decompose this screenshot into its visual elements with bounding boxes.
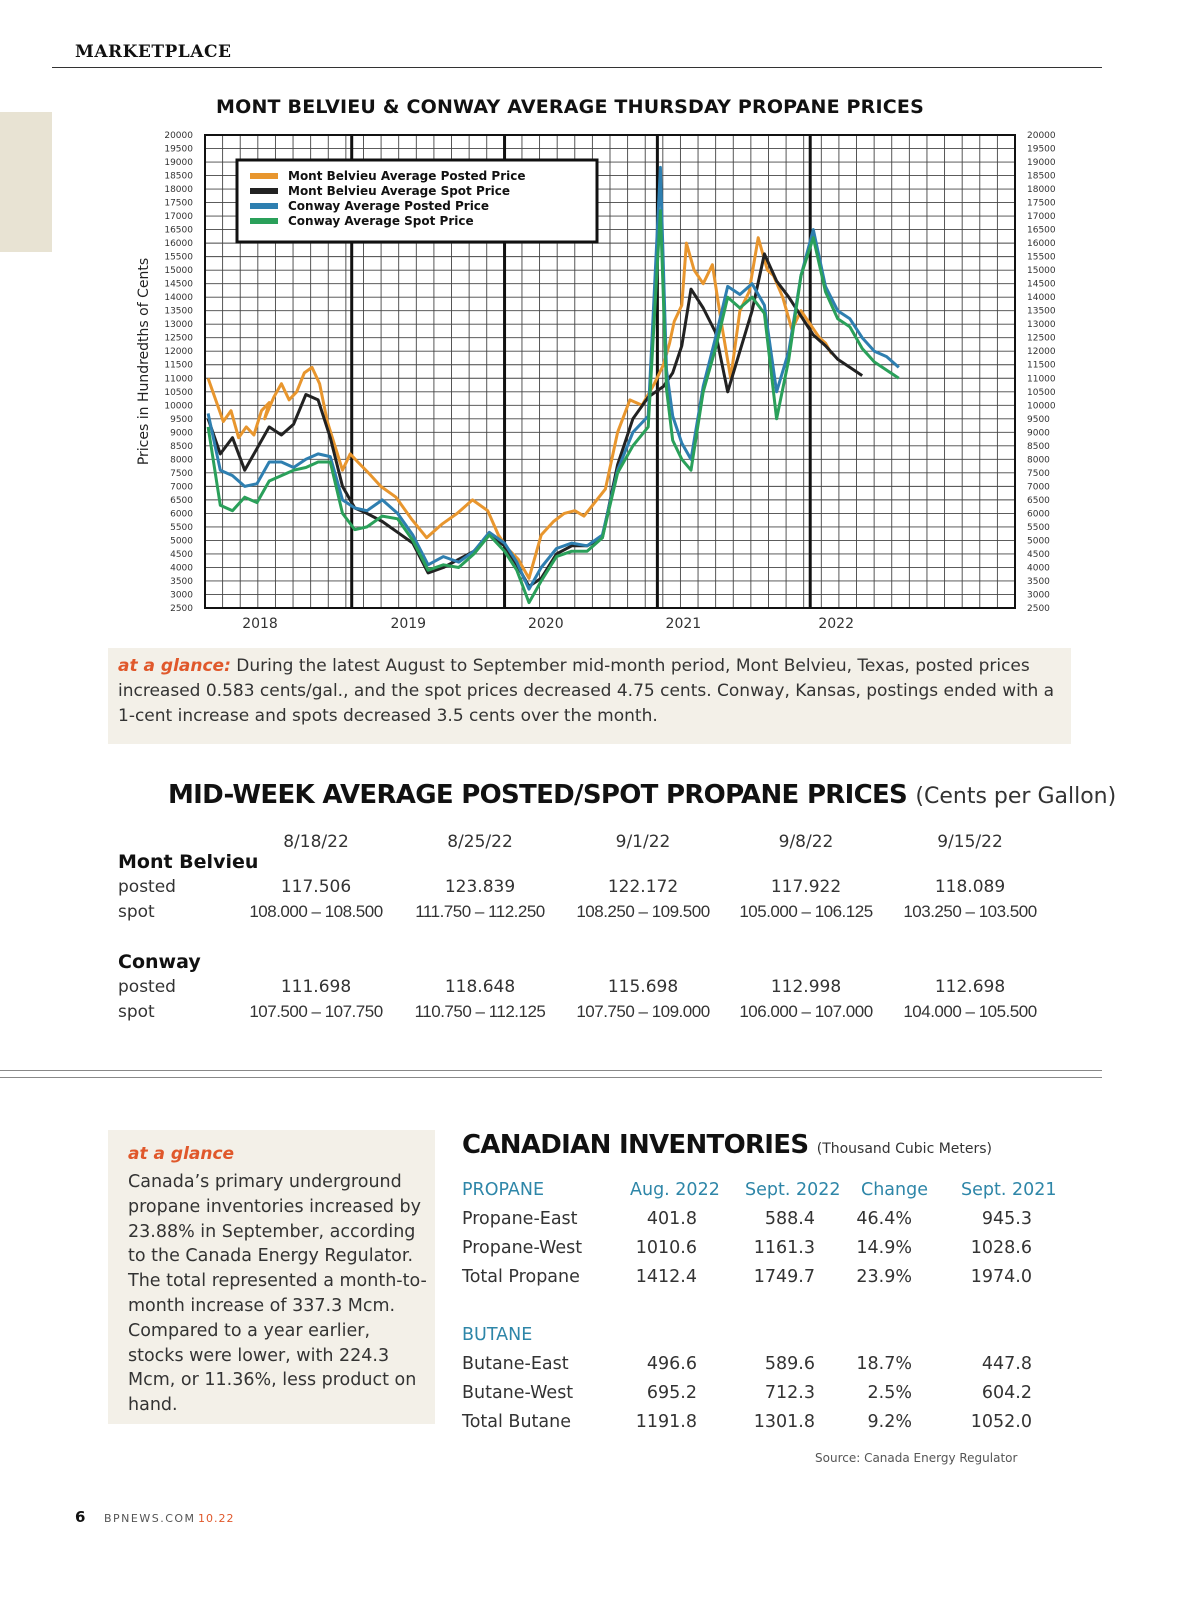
legend-label: Conway Average Posted Price xyxy=(288,199,490,213)
y-tick-label-right: 20000 xyxy=(1027,131,1056,141)
at-a-glance-text-2: Canada’s primary underground propane inventories increased by 23.88% in September, according to the Canada Energy Regulator. The total represented a month-to-month increase of 337.3 Mcm. Compared to a year earlier, stocks were lower, with 224.3 Mcm, or 11.36%, less product on hand. xyxy=(128,1172,427,1416)
price-cell: 107.500 – 107.750 xyxy=(249,1002,383,1021)
y-tick-label-left: 12000 xyxy=(164,347,193,358)
inventory-cell: 695.2 xyxy=(646,1383,697,1403)
date-header: 8/18/22 xyxy=(283,832,349,852)
y-tick-label-left: 8500 xyxy=(170,441,193,452)
price-cell: 105.000 – 106.125 xyxy=(739,902,873,921)
y-tick-label-right: 15500 xyxy=(1027,252,1056,263)
price-cell: 115.698 xyxy=(607,977,679,997)
row-label: posted xyxy=(118,977,176,997)
y-tick-label-left: 10000 xyxy=(164,401,193,412)
y-tick-label-left: 14000 xyxy=(164,293,193,304)
canadian-subtitle: (Thousand Cubic Meters) xyxy=(816,1141,993,1157)
x-tick-label: 2018 xyxy=(242,616,278,632)
row-label: spot xyxy=(118,902,155,922)
x-tick-label: 2020 xyxy=(527,616,564,632)
y-tick-label-left: 13000 xyxy=(164,320,193,331)
y-tick-label-right: 13500 xyxy=(1027,306,1056,317)
y-tick-label-left: 11000 xyxy=(164,374,193,385)
at-a-glance-box xyxy=(108,648,1071,744)
row-label: Propane-East xyxy=(462,1209,578,1229)
price-cell: 107.750 – 109.000 xyxy=(576,1002,710,1021)
inventory-cell: 14.9% xyxy=(856,1238,912,1258)
y-tick-label-left: 14500 xyxy=(164,279,193,290)
y-tick-label-right: 6500 xyxy=(1027,495,1050,506)
inventory-cell: 1028.6 xyxy=(970,1238,1032,1258)
y-tick-label-left: 4500 xyxy=(170,549,193,560)
y-tick-label-left: 10500 xyxy=(164,387,193,398)
y-tick-label-left: 17000 xyxy=(164,212,193,223)
y-tick-label-left: 8000 xyxy=(170,455,193,466)
row-label: spot xyxy=(118,1002,155,1022)
at-a-glance-box-2 xyxy=(108,1130,435,1424)
y-tick-label-right: 7000 xyxy=(1027,482,1050,493)
at-a-glance-tag-2: at a glance xyxy=(128,1144,235,1164)
y-tick-label-left: 16500 xyxy=(164,225,193,236)
column-header: Aug. 2022 xyxy=(630,1180,720,1200)
section-divider xyxy=(0,1070,1102,1078)
legend-swatch xyxy=(250,203,278,209)
midweek-subtitle: (Cents per Gallon) xyxy=(915,784,1117,809)
price-cell: 112.698 xyxy=(934,977,1006,997)
y-tick-label-left: 9500 xyxy=(170,414,193,425)
y-tick-label-left: 5000 xyxy=(170,536,193,547)
y-tick-label-left: 12500 xyxy=(164,333,193,344)
canadian-title-text: CANADIAN INVENTORIES xyxy=(462,1130,809,1160)
date-header: 8/25/22 xyxy=(447,832,513,852)
inventory-cell: 589.6 xyxy=(764,1354,815,1374)
x-tick-label: 2021 xyxy=(665,616,702,632)
inventory-cell: 1161.3 xyxy=(753,1238,815,1258)
y-tick-label-left: 9000 xyxy=(170,428,193,439)
y-tick-label-right: 11000 xyxy=(1027,374,1056,385)
y-tick-label-left: 3000 xyxy=(170,590,193,601)
price-cell: 104.000 – 105.500 xyxy=(903,1002,1037,1021)
y-tick-label-left: 6500 xyxy=(170,495,193,506)
legend-label: Conway Average Spot Price xyxy=(288,214,474,228)
price-cell: 117.922 xyxy=(770,877,842,897)
y-tick-label-right: 14000 xyxy=(1027,293,1056,304)
group-heading: Conway xyxy=(118,951,201,973)
header-rule xyxy=(52,67,1102,68)
y-tick-label-right: 12500 xyxy=(1027,333,1056,344)
series-line xyxy=(208,211,899,603)
row-label: Total Butane xyxy=(462,1412,571,1432)
x-tick-label: 2019 xyxy=(390,616,427,632)
inventory-cell: 1052.0 xyxy=(970,1412,1032,1432)
y-tick-label-right: 13000 xyxy=(1027,320,1056,331)
y-tick-label-right: 15000 xyxy=(1027,266,1056,277)
column-header: Sept. 2022 xyxy=(745,1180,841,1200)
y-tick-label-left: 6000 xyxy=(170,509,193,520)
y-tick-label-right: 3000 xyxy=(1027,590,1050,601)
price-cell: 122.172 xyxy=(607,877,679,897)
group-heading: Mont Belvieu xyxy=(118,851,259,873)
y-tick-label-right: 17500 xyxy=(1027,198,1056,209)
y-tick-label-right: 19000 xyxy=(1027,158,1056,169)
inventory-cell: 1749.7 xyxy=(753,1267,815,1287)
y-tick-label-right: 16500 xyxy=(1027,225,1056,236)
row-label: Butane-East xyxy=(462,1354,569,1374)
y-tick-label-right: 9500 xyxy=(1027,414,1050,425)
legend-swatch xyxy=(250,218,278,224)
price-cell: 106.000 – 107.000 xyxy=(739,1002,873,1021)
inventory-cell: 1412.4 xyxy=(635,1267,697,1287)
legend-label: Mont Belvieu Average Posted Price xyxy=(288,169,526,183)
y-tick-label-right: 18500 xyxy=(1027,171,1056,182)
inventory-cell: 9.2% xyxy=(867,1412,912,1432)
date-header: 9/1/22 xyxy=(615,832,671,852)
inventory-cell: 23.9% xyxy=(856,1267,912,1287)
y-tick-label-left: 17500 xyxy=(164,198,193,209)
inventory-cell: 1191.8 xyxy=(635,1412,697,1432)
footer-issue: 10.22 xyxy=(198,1512,235,1525)
x-tick-label: 2022 xyxy=(818,616,855,632)
y-tick-label-right: 8500 xyxy=(1027,441,1050,452)
y-tick-label-right: 12000 xyxy=(1027,347,1056,358)
page-number: 6 xyxy=(75,1508,86,1526)
y-tick-label-right: 4500 xyxy=(1027,549,1050,560)
row-label: Total Propane xyxy=(462,1267,580,1287)
y-tick-label-left: 16000 xyxy=(164,239,193,250)
inventory-cell: 945.3 xyxy=(981,1209,1032,1229)
y-tick-label-right: 17000 xyxy=(1027,212,1056,223)
y-tick-label-left: 5500 xyxy=(170,522,193,533)
y-tick-label-right: 16000 xyxy=(1027,239,1056,250)
inventory-cell: 447.8 xyxy=(981,1354,1032,1374)
at-a-glance-paragraph xyxy=(108,648,1071,729)
section-heading: BUTANE xyxy=(462,1325,533,1345)
y-tick-label-left: 18000 xyxy=(164,185,193,196)
y-tick-label-right: 4000 xyxy=(1027,563,1050,574)
y-tick-label-right: 8000 xyxy=(1027,455,1050,466)
price-cell: 108.250 – 109.500 xyxy=(576,902,710,921)
y-tick-label-left: 15000 xyxy=(164,266,193,277)
price-cell: 117.506 xyxy=(280,877,352,897)
side-tab xyxy=(0,112,52,252)
date-header: 9/15/22 xyxy=(937,832,1003,852)
inventory-cell: 2.5% xyxy=(867,1383,912,1403)
at-a-glance-text: During the latest August to September mid-month period, Mont Belvieu, Texas, posted prices increased 0.583 cents/gal., and the spot prices decreased 4.75 cents. Conway, Kansas, postings ended with a 1-cent increase and spots decreased 3.5 cents over the month. xyxy=(118,656,1055,726)
y-tick-label-right: 14500 xyxy=(1027,279,1056,290)
inventory-cell: 1974.0 xyxy=(970,1267,1032,1287)
y-tick-label-right: 6000 xyxy=(1027,509,1050,520)
y-tick-label-right: 18000 xyxy=(1027,185,1056,196)
inventory-cell: 496.6 xyxy=(646,1354,697,1374)
y-tick-label-left: 15500 xyxy=(164,252,193,263)
section-label: MARKETPLACE xyxy=(75,42,232,62)
price-cell: 112.998 xyxy=(770,977,842,997)
price-cell: 111.750 – 112.250 xyxy=(415,902,545,921)
y-tick-label-left: 3500 xyxy=(170,576,193,587)
price-cell: 118.648 xyxy=(444,977,516,997)
y-tick-label-right: 10000 xyxy=(1027,401,1056,412)
column-header: Change xyxy=(861,1180,929,1200)
row-label: posted xyxy=(118,877,176,897)
legend-swatch xyxy=(250,173,278,179)
y-tick-label-left: 19000 xyxy=(164,158,193,169)
y-tick-label-right: 2500 xyxy=(1027,604,1050,614)
inventory-cell: 18.7% xyxy=(856,1354,912,1374)
y-tick-label-left: 2500 xyxy=(170,604,193,614)
date-header: 9/8/22 xyxy=(778,832,834,852)
at-a-glance-tag: at a glance: xyxy=(118,656,231,676)
price-cell: 103.250 – 103.500 xyxy=(903,902,1037,921)
y-tick-label-left: 4000 xyxy=(170,563,193,574)
y-tick-label-right: 5000 xyxy=(1027,536,1050,547)
inventory-cell: 1010.6 xyxy=(635,1238,697,1258)
inventory-cell: 46.4% xyxy=(856,1209,912,1229)
y-tick-label-right: 11500 xyxy=(1027,360,1056,371)
y-tick-label-right: 9000 xyxy=(1027,428,1050,439)
y-tick-label-right: 3500 xyxy=(1027,576,1050,587)
inventory-cell: 712.3 xyxy=(764,1383,815,1403)
y-tick-label-right: 19500 xyxy=(1027,144,1056,155)
inventory-cell: 401.8 xyxy=(646,1209,697,1229)
inventory-cell: 588.4 xyxy=(764,1209,815,1229)
legend-swatch xyxy=(250,188,278,194)
row-label: Butane-West xyxy=(462,1383,574,1403)
price-cell: 110.750 – 112.125 xyxy=(414,1002,546,1021)
row-label: Propane-West xyxy=(462,1238,583,1258)
propane-price-chart xyxy=(120,125,1080,635)
y-tick-label-left: 19500 xyxy=(164,144,193,155)
y-tick-label-left: 7000 xyxy=(170,482,193,493)
y-tick-label-left: 13500 xyxy=(164,306,193,317)
y-tick-label-right: 5500 xyxy=(1027,522,1050,533)
y-tick-label-left: 11500 xyxy=(164,360,193,371)
y-axis-label: Prices in Hundredths of Cents xyxy=(136,257,152,466)
footer-site: BPNEWS.COM xyxy=(104,1512,196,1525)
y-tick-label-right: 10500 xyxy=(1027,387,1056,398)
midweek-table-title xyxy=(168,780,1116,810)
inventory-cell: 1301.8 xyxy=(753,1412,815,1432)
price-cell: 111.698 xyxy=(280,977,352,997)
source-note: Source: Canada Energy Regulator xyxy=(815,1451,1018,1465)
y-tick-label-right: 7500 xyxy=(1027,468,1050,479)
column-header: Sept. 2021 xyxy=(961,1180,1057,1200)
legend-label: Mont Belvieu Average Spot Price xyxy=(288,184,511,198)
chart-title: MONT BELVIEU & CONWAY AVERAGE THURSDAY PROPANE PRICES xyxy=(215,96,924,118)
price-cell: 123.839 xyxy=(444,877,516,897)
y-tick-label-left: 7500 xyxy=(170,468,193,479)
price-cell: 108.000 – 108.500 xyxy=(249,902,383,921)
y-tick-label-left: 18500 xyxy=(164,171,193,182)
midweek-title-text: MID-WEEK AVERAGE POSTED/SPOT PROPANE PRICES xyxy=(168,780,908,810)
inventory-cell: 604.2 xyxy=(981,1383,1032,1403)
price-cell: 118.089 xyxy=(934,877,1006,897)
section-heading: PROPANE xyxy=(462,1180,545,1200)
y-tick-label-left: 20000 xyxy=(164,131,193,141)
canadian-inventories-title xyxy=(462,1130,992,1160)
